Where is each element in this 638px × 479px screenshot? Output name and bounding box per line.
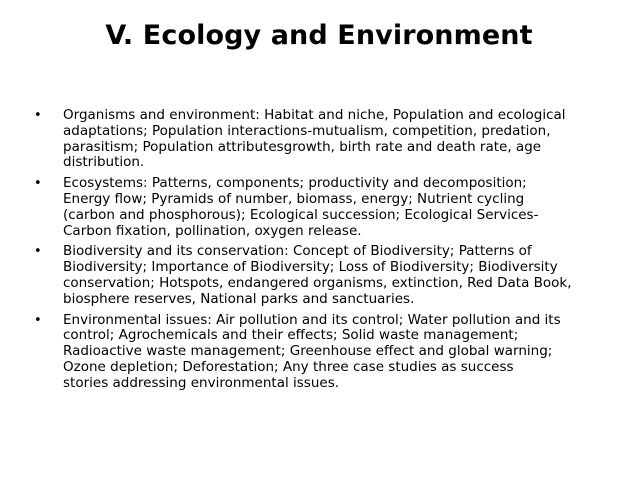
text-line: Ecosystems: Patterns, components; productivity and decomposition; bbox=[63, 175, 527, 192]
text-line: Biodiversity and its conservation: Concept of Biodiversity; Patterns of bbox=[63, 243, 532, 260]
list-item-ecosystems bbox=[34, 176, 614, 239]
text-line: conservation; Hotspots, endangered organisms, extinction, Red Data Book, bbox=[63, 274, 572, 291]
text-line: distribution. bbox=[63, 154, 145, 171]
text-line: Organisms and environment: Habitat and niche, Population and ecological bbox=[63, 107, 566, 123]
text-line: stories addressing environmental issues. bbox=[63, 374, 340, 391]
text-line: adaptations; Population interactions-mutualism, competition, predation, bbox=[63, 122, 551, 139]
bullet-icon: • bbox=[34, 176, 42, 192]
text-line: parasitism; Population attributesgrowth, birth rate and death rate, age bbox=[63, 138, 542, 155]
text-line: biosphere reserves, National parks and sanctuaries. bbox=[63, 290, 415, 307]
text-line: Ozone depletion; Deforestation; Any three case studies as success bbox=[63, 358, 514, 375]
text-line: Environmental issues: Air pollution and its control; Water pollution and its bbox=[63, 311, 561, 328]
text-line: Biodiversity; Importance of Biodiversity; Loss of Biodiversity; Biodiversity bbox=[63, 259, 558, 276]
bullet-icon: • bbox=[34, 108, 42, 123]
text-line: Energy flow; Pyramids of number, biomass, energy; Nutrient cycling bbox=[63, 190, 525, 207]
text-line: Carbon fixation, pollination, oxygen release. bbox=[63, 222, 362, 239]
bullet-icon: • bbox=[34, 312, 42, 328]
bullet-list bbox=[34, 108, 614, 397]
list-item-environmental-issues bbox=[34, 313, 614, 392]
list-item-organisms bbox=[34, 108, 614, 171]
text-line: control; Agrochemicals and their effects; Solid waste management; bbox=[63, 327, 519, 344]
slide-title: V. Ecology and Environment bbox=[105, 20, 533, 51]
text-line: Radioactive waste management; Greenhouse effect and global warning; bbox=[63, 343, 553, 360]
text-line: (carbon and phosphorous); Ecological succession; Ecological Services- bbox=[63, 206, 539, 223]
list-item-biodiversity bbox=[34, 244, 614, 307]
bullet-icon: • bbox=[34, 244, 42, 260]
